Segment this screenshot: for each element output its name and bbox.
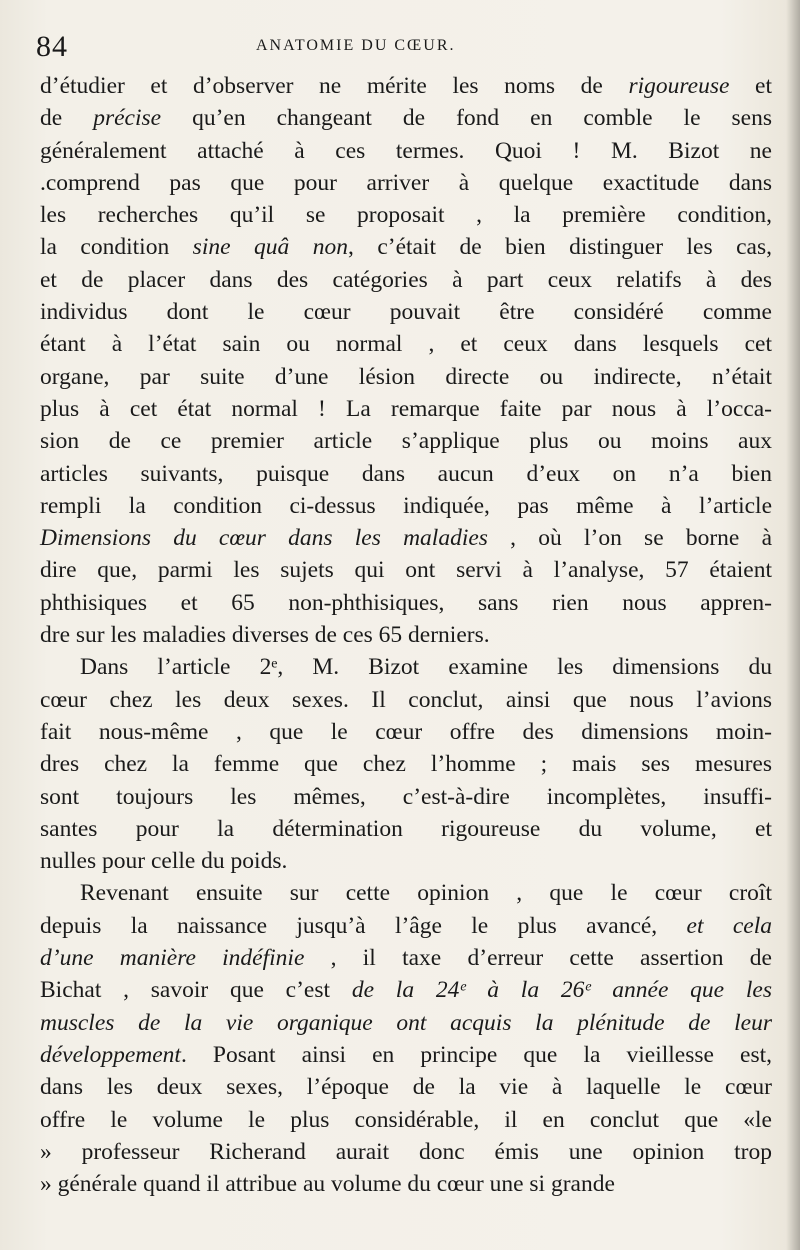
text-line	[40, 845, 772, 877]
italic-text: précise	[93, 105, 162, 132]
italic-text: d’une manière indéfinie	[40, 945, 305, 972]
text-line	[40, 1039, 772, 1071]
page-number: 84	[36, 30, 68, 63]
text-line	[40, 458, 772, 490]
text-segment: dres chez la femme que chez l’homme ; mais ses mesures	[40, 751, 772, 778]
text-segment: cœur chez les deux sexes. Il conclut, ainsi que nous l’avions	[40, 686, 772, 713]
italic-text: Dimensions du cœur dans les maladies	[40, 525, 488, 552]
text-line	[40, 910, 772, 942]
text-line	[40, 716, 772, 748]
text-segment: individus dont le cœur pouvait être considéré comme	[40, 299, 772, 326]
text-segment: offre le volume le plus considérable, il en conclut que «le	[40, 1106, 772, 1133]
text-segment: articles suivants, puisque dans aucun d’eux on n’a bien	[40, 460, 772, 487]
text-segment: les recherches qu’il se proposait , la première condition,	[40, 202, 772, 229]
body-text	[40, 70, 772, 1200]
text-segment: rempli la condition ci-dessus indiquée, pas même à l’article	[40, 492, 772, 519]
text-line	[40, 264, 772, 296]
text-segment: plus à cet état normal ! La remarque faite par nous à l’occa-	[40, 395, 772, 422]
italic-text: muscles de la vie organique ont acquis la plénitude de leur	[40, 1009, 772, 1036]
text-line	[40, 651, 772, 683]
text-line	[40, 684, 772, 716]
text-segment: » professeur Richerand aurait donc émis une opinion trop	[40, 1138, 772, 1165]
text-line	[40, 1136, 772, 1168]
text-line	[40, 296, 772, 328]
italic-text: de la 24ᵉ à la 26ᵉ année que les	[351, 977, 772, 1004]
text-line	[40, 619, 772, 651]
text-line	[40, 1104, 772, 1136]
text-segment: la condition	[40, 234, 193, 261]
text-segment: organe, par suite d’une lésion directe ou indirecte, n’était	[40, 363, 772, 390]
text-segment: qu’en changeant de fond en comble le sens	[161, 105, 772, 132]
text-line	[40, 942, 772, 974]
page-edge-shadow	[786, 0, 800, 1250]
text-segment: Revenant ensuite sur cette opinion , que le cœur croît	[80, 880, 772, 907]
text-segment: depuis la naissance jusqu’à l’âge le plus avancé,	[40, 912, 687, 939]
text-segment: sont toujours les mêmes, c’est-à-dire incomplètes, insuffi-	[40, 783, 772, 810]
text-line	[40, 1007, 772, 1039]
text-line	[40, 974, 772, 1006]
text-segment: fait nous-même , que le cœur offre des dimensions moin-	[40, 718, 772, 745]
text-line	[40, 587, 772, 619]
text-segment: » générale quand il attribue au volume du cœur une si grande	[40, 1171, 615, 1198]
text-segment: , c’était de bien distinguer les cas,	[347, 234, 772, 261]
text-segment: Dans l’article 2ᵉ, M. Bizot examine les dimensions du	[80, 654, 772, 681]
text-segment: Bichat , savoir que c’est	[40, 977, 352, 1004]
text-segment: sion de ce premier article s’applique plus ou moins aux	[40, 428, 772, 455]
text-line	[40, 231, 772, 263]
text-line	[40, 522, 772, 554]
text-segment: , il taxe d’erreur cette assertion de	[304, 945, 772, 972]
italic-text: sine quâ non	[192, 234, 348, 261]
text-segment: phthisiques et 65 non-phthisiques, sans rien nous appren-	[40, 589, 772, 616]
text-segment: .comprend pas que pour arriver à quelque exactitude dans	[40, 169, 772, 196]
text-segment: et de placer dans des catégories à part ceux relatifs à des	[40, 266, 772, 293]
text-line	[40, 490, 772, 522]
text-line	[40, 1071, 772, 1103]
text-line	[40, 877, 772, 909]
text-segment: santes pour la détermination rigoureuse du volume, et	[40, 815, 772, 842]
text-line	[40, 748, 772, 780]
text-line	[40, 328, 772, 360]
text-line	[40, 167, 772, 199]
text-segment: généralement attaché à ces termes. Quoi ! M. Bizot ne	[40, 137, 772, 164]
text-line	[40, 781, 772, 813]
text-segment: nulles pour celle du poids.	[40, 848, 288, 875]
text-line	[40, 554, 772, 586]
text-segment: dre sur les maladies diverses de ces 65 derniers.	[40, 622, 490, 649]
text-segment: dire que, parmi les sujets qui ont servi à l’analyse, 57 étaient	[40, 557, 772, 584]
text-segment: dans les deux sexes, l’époque de la vie à laquelle le cœur	[40, 1074, 772, 1101]
text-line	[40, 199, 772, 231]
text-segment: de	[40, 105, 94, 132]
text-line	[40, 135, 772, 167]
text-segment: étant à l’état sain ou normal , et ceux dans lesquels cet	[40, 331, 772, 358]
text-segment: . Posant ainsi en principe que la vieillesse est,	[180, 1041, 772, 1068]
running-head: ANATOMIE DU CŒUR.	[256, 37, 456, 54]
text-line	[40, 1168, 772, 1200]
text-segment: , où l’on se borne à	[487, 525, 773, 552]
page-header	[36, 26, 766, 66]
text-line	[40, 813, 772, 845]
italic-text: et cela	[686, 912, 772, 939]
text-line	[40, 102, 772, 134]
italic-text: développement	[40, 1041, 181, 1068]
text-line	[40, 361, 772, 393]
text-line	[40, 70, 772, 102]
italic-text: rigoureuse	[628, 73, 730, 99]
text-line	[40, 425, 772, 457]
text-segment: et	[729, 73, 772, 99]
text-line	[40, 393, 772, 425]
text-segment: d’étudier et d’observer ne mérite les noms de	[40, 73, 629, 99]
